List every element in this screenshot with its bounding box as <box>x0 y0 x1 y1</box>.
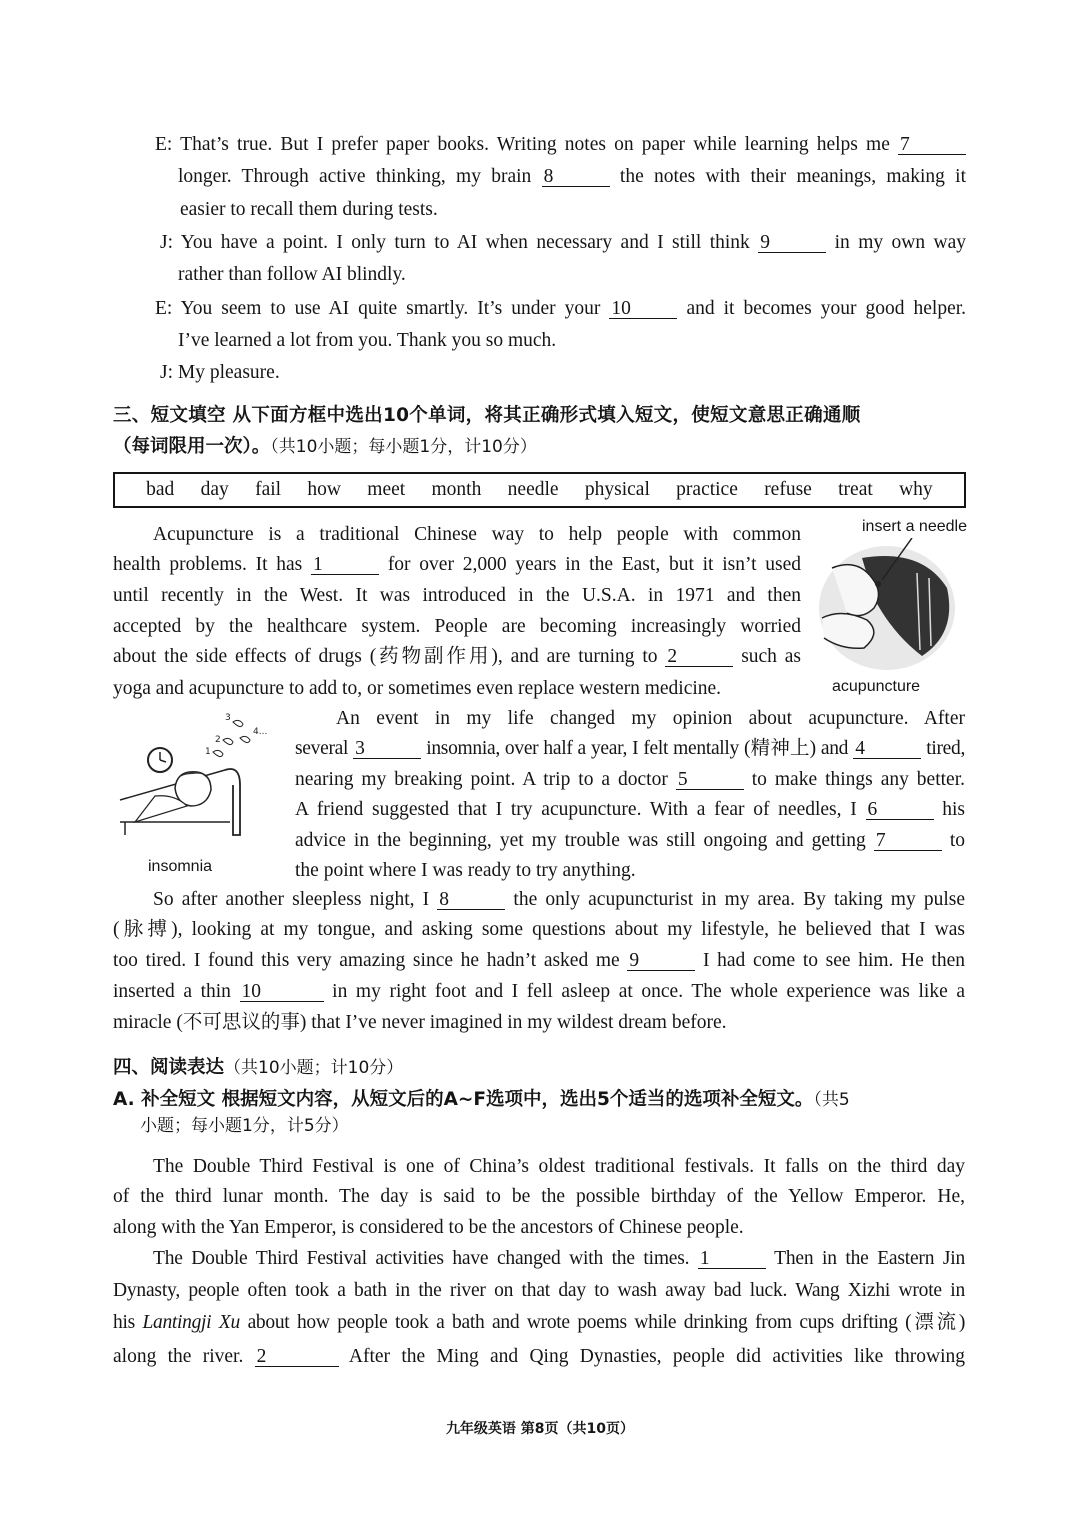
passage-line: about the side effects of drugs (药物副作用), and are turning to 2 such as <box>113 646 801 667</box>
blank-5: 5 <box>676 771 744 790</box>
blank-2: 2 <box>665 648 733 667</box>
dialogue-line: E: That’s true. But I prefer paper books. Writing notes on paper while learning helps me 7 <box>155 132 966 158</box>
passage-line: Acupuncture is a traditional Chinese way to help people with common <box>153 524 801 545</box>
word-bank-item: practice <box>676 479 738 500</box>
word-bank-item: day <box>200 479 229 500</box>
dialogue-line: J: My pleasure. <box>160 362 280 383</box>
passage-line: miracle (不可思议的事) that I’ve never imagined in my wildest dream before. <box>113 1012 727 1033</box>
blank-9b: 9 <box>627 952 695 971</box>
passage-line: An event in my life changed my opinion about acupuncture. After <box>336 708 965 729</box>
passage-line: (脉搏), looking at my tongue, and asking some questions about my lifestyle, he believed that I was <box>113 919 965 940</box>
passage-line: So after another sleepless night, I 8 the only acupuncturist in my area. By taking my pulse <box>153 889 965 910</box>
word-bank-item: how <box>307 479 341 500</box>
word-bank-item: bad <box>146 479 175 500</box>
section-3-title: 三、短文填空 从下面方框中选出10个单词，将其正确形式填入短文，使短文意思正确通顺 <box>113 405 861 426</box>
passage-line: along with the Yan Emperor, is considered to be the ancestors of Chinese people. <box>113 1217 744 1238</box>
passage-line: The Double Third Festival is one of China’s oldest traditional festivals. It falls on the third day <box>153 1156 965 1177</box>
blank-3: 3 <box>353 740 421 759</box>
blank-7b: 7 <box>874 832 942 851</box>
passage-line: health problems. It has 1 for over 2,000 years in the East, but it isn’t used <box>113 554 801 575</box>
image-caption-acupuncture: acupuncture <box>832 678 921 695</box>
insomnia-illustration <box>115 710 285 850</box>
passage-line: advice in the beginning, yet my trouble was still ongoing and getting 7 to <box>295 830 965 851</box>
passage-line: until recently in the West. It was introduced in the U.S.A. in 1971 and then <box>113 585 801 606</box>
word-bank-item: needle <box>507 479 559 500</box>
passage-line: his Lantingji Xu about how people took a bath and wrote poems while drinking from cups drifting (漂流) <box>113 1312 965 1333</box>
passage-line: several 3 insomnia, over half a year, I felt mentally (精神上) and 4 tired, <box>295 738 965 759</box>
dialogue-line: J: You have a point. I only turn to AI when necessary and I still think 9 in my own way <box>160 232 966 253</box>
word-bank-item: month <box>431 479 482 500</box>
acupuncture-illustration <box>812 538 962 673</box>
dialogue-line: longer. Through active thinking, my brain 8 the notes with their meanings, making it <box>178 166 966 187</box>
passage-line: along the river. 2 After the Ming and Qing Dynasties, people did activities like throwing <box>113 1346 965 1367</box>
blank-8: 8 <box>542 168 610 187</box>
word-bank-item: physical <box>584 479 650 500</box>
blank-a1: 1 <box>698 1250 766 1269</box>
section-4-title: 四、阅读表达（共10小题；计10分） <box>113 1057 404 1078</box>
blank-9: 9 <box>758 234 826 253</box>
svg-text:4...: 4... <box>253 727 268 737</box>
section-3-subtitle: （每词限用一次）。（共10小题；每小题1分，计10分） <box>113 436 537 457</box>
svg-text:1: 1 <box>205 747 211 757</box>
page-footer: 九年级英语 第8页（共10页） <box>445 1421 635 1437</box>
dialogue-line: easier to recall them during tests. <box>180 199 438 220</box>
blank-a2: 2 <box>255 1348 339 1367</box>
word-bank-item: refuse <box>764 479 812 500</box>
blank-7: 7 <box>898 136 966 155</box>
word-bank-box <box>113 472 966 508</box>
svg-text:3: 3 <box>225 713 231 723</box>
image-caption-insomnia: insomnia <box>148 858 213 875</box>
word-bank-item: meet <box>367 479 406 500</box>
svg-text:2: 2 <box>215 735 221 745</box>
blank-10: 10 <box>609 300 677 319</box>
dialogue-line: rather than follow AI blindly. <box>178 264 406 285</box>
passage-line: The Double Third Festival activities have changed with the times. 1 Then in the Eastern Jin <box>153 1248 965 1269</box>
passage-line: the point where I was ready to try anything. <box>295 860 636 881</box>
blank-8b: 8 <box>437 891 505 910</box>
word-bank-item: fail <box>255 479 282 500</box>
section-4a-note: 小题；每小题1分，计5分） <box>140 1116 349 1136</box>
blank-6: 6 <box>866 801 934 820</box>
blank-10b: 10 <box>240 983 324 1002</box>
section-4a-title: A. 补全短文 根据短文内容，从短文后的A~F选项中，选出5个适当的选项补全短文。（共5 <box>113 1089 850 1110</box>
passage-line: Dynasty, people often took a bath in the river on that day to wash away bad luck. Wang Xizhi wrote in <box>113 1280 965 1301</box>
word-bank-item: treat <box>838 479 873 500</box>
blank-4: 4 <box>853 740 921 759</box>
word-bank-item: why <box>899 479 933 500</box>
dialogue-line: E: You seem to use AI quite smartly. It’s under your 10 and it becomes your good helper. <box>155 298 966 319</box>
blank-1: 1 <box>311 556 379 575</box>
image-caption-insert-needle: insert a needle <box>862 518 967 535</box>
passage-line: accepted by the healthcare system. People are becoming increasingly worried <box>113 616 801 637</box>
passage-line: too tired. I found this very amazing since he hadn’t asked me 9 I had come to see him. He then <box>113 950 965 971</box>
passage-line: of the third lunar month. The day is said to be the possible birthday of the Yellow Emperor. He, <box>113 1186 965 1207</box>
dialogue-line: I’ve learned a lot from you. Thank you so much. <box>178 330 557 351</box>
passage-line: yoga and acupuncture to add to, or sometimes even replace western medicine. <box>113 678 722 699</box>
passage-line: inserted a thin 10 in my right foot and I fell asleep at once. The whole experience was like a <box>113 981 965 1002</box>
passage-line: nearing my breaking point. A trip to a doctor 5 to make things any better. <box>295 769 965 790</box>
passage-line: A friend suggested that I try acupuncture. With a fear of needles, I 6 his <box>295 799 965 820</box>
